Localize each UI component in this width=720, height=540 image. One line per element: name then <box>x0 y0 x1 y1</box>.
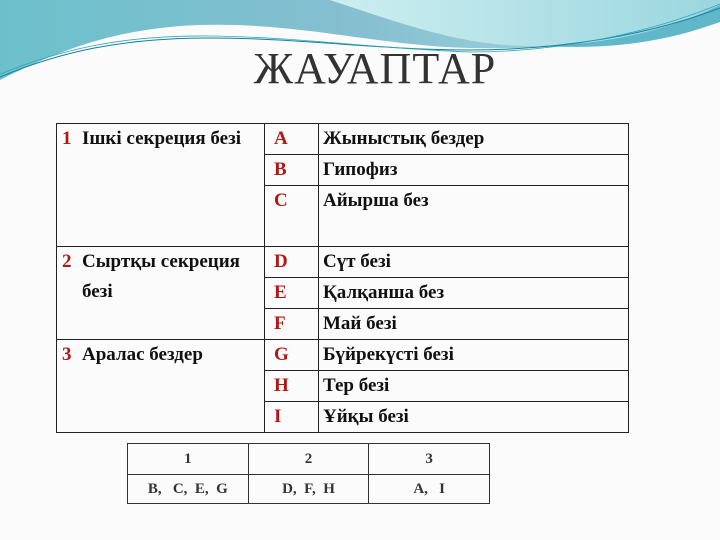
answer-value: D, F, H <box>248 475 369 504</box>
answer-header: 2 <box>248 444 369 475</box>
table-row <box>57 340 629 371</box>
item-letter: E <box>265 278 319 309</box>
answer-value: A, I <box>369 475 490 504</box>
item-gland: Тер безі <box>319 371 629 402</box>
group-name: Аралас бездер <box>78 340 265 433</box>
answer-key-table <box>127 443 490 504</box>
item-letter: C <box>265 186 319 247</box>
item-gland: Бүйрекүсті безі <box>319 340 629 371</box>
answer-header: 3 <box>369 444 490 475</box>
answer-value: B, C, E, G <box>128 475 249 504</box>
table-row <box>57 247 629 278</box>
group-name: Сыртқы секреция безі <box>78 247 265 340</box>
item-letter: F <box>265 309 319 340</box>
item-gland: Қалқанша без <box>319 278 629 309</box>
item-letter: B <box>265 155 319 186</box>
group-name: Ішкі секреция безі <box>78 124 265 247</box>
item-gland: Ұйқы безі <box>319 402 629 433</box>
answer-header-row <box>128 444 490 475</box>
item-gland: Гипофиз <box>319 155 629 186</box>
group-number: 2 <box>57 247 79 340</box>
item-letter: I <box>265 402 319 433</box>
item-letter: G <box>265 340 319 371</box>
group-number: 3 <box>57 340 79 433</box>
group-number: 1 <box>57 124 79 247</box>
item-gland: Май безі <box>319 309 629 340</box>
answer-values-row <box>128 475 490 504</box>
slide-title: ЖАУАПТАР <box>253 44 497 93</box>
item-letter: D <box>265 247 319 278</box>
answer-header: 1 <box>128 444 249 475</box>
item-gland: Сүт безі <box>319 247 629 278</box>
item-letter: H <box>265 371 319 402</box>
table-row <box>57 124 629 155</box>
item-gland: Айырша без <box>319 186 629 247</box>
item-gland: Жыныстық бездер <box>319 124 629 155</box>
glands-classification-table <box>56 123 629 433</box>
item-letter: A <box>265 124 319 155</box>
